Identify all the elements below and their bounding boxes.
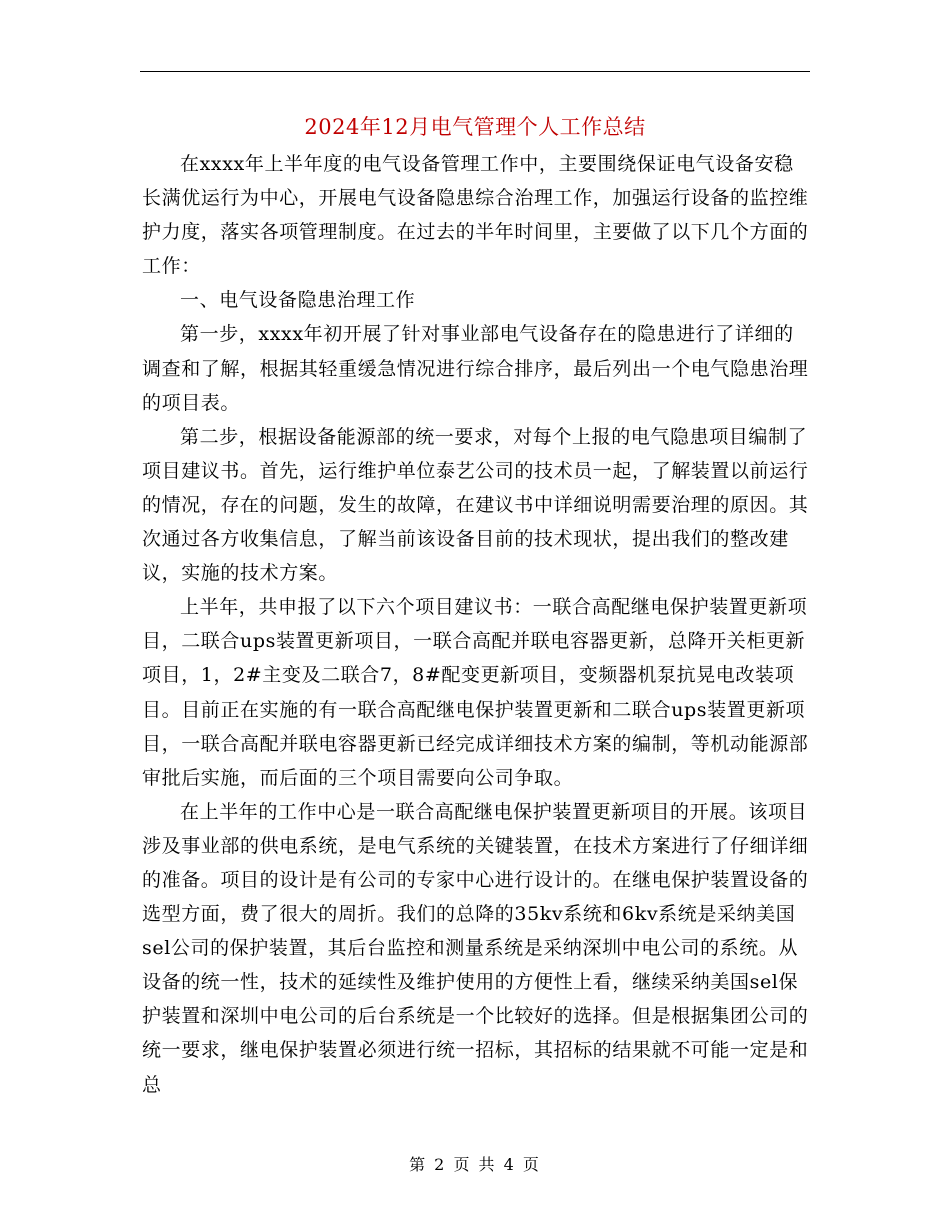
header-rule [140,71,810,72]
section-heading: 一、电气设备隐患治理工作 [180,289,416,312]
paragraph-projects: 上半年，共申报了以下六个项目建议书：一联合高配继电保护装置更新项目，二联合ups装置更新项目，一联合高配并联电容器更新，总降开关柜更新项目，1，2#主变及二联合7，8#配变更新项目，变频器机泵抗晃电改装项目。目前正在实施的有一联合高配继电保护装置更新和二联合ups装置更新项目，一联合高配并联电容器更新已经完成详细技术方案的编制，等机动能源部审批后实施，而后面的三个项目需要向公司争取。 [142,596,809,789]
paragraph-step-two: 第二步，根据设备能源部的统一要求，对每个上报的电气隐患项目编制了项目建议书。首先，运行维护单位泰艺公司的技术员一起，了解装置以前运行的情况，存在的问题，发生的故障，在建议书中详细说明需要治理的原因。其次通过各方收集信息，了解当前该设备目前的技术现状，提出我们的整改建议，实施的技术方案。 [142,425,809,585]
paragraph-relay-project: 在上半年的工作中心是一联合高配继电保护装置更新项目的开展。该项目涉及事业部的供电系统，是电气系统的关键装置，在技术方案进行了仔细详细的准备。项目的设计是有公司的专家中心进行设计的。在继电保护装置设备的选型方面，费了很大的周折。我们的总降的35kv系统和6kv系统是采纳美国sel公司的保护装置，其后台监控和测量系统是采纳深圳中电公司的系统。从设备的统一性，技术的延续性及维护使用的方便性上看，继续采纳美国sel保护装置和深圳中电公司的后台系统是一个比较好的选择。但是根据集团公司的统一要求，继电保护装置必须进行统一招标，其招标的结果就不可能一定是和总 [142,800,809,1096]
paragraph-step-one: 第一步，xxxx年初开展了针对事业部电气设备存在的隐患进行了详细的调查和了解，根据其轻重缓急情况进行综合排序，最后列出一个电气隐患治理的项目表。 [142,323,809,414]
document-title: 2024年12月电气管理个人工作总结 [304,115,646,139]
paragraph-intro: 在xxxx年上半年度的电气设备管理工作中，主要围绕保证电气设备安稳长满优运行为中心，开展电气设备隐患综合治理工作，加强运行设备的监控维护力度，落实各项管理制度。在过去的半年时间里，主要做了以下几个方面的工作： [142,153,809,278]
document-body [142,147,810,1102]
page-footer: 第 2 页 共 4 页 [409,1155,541,1174]
